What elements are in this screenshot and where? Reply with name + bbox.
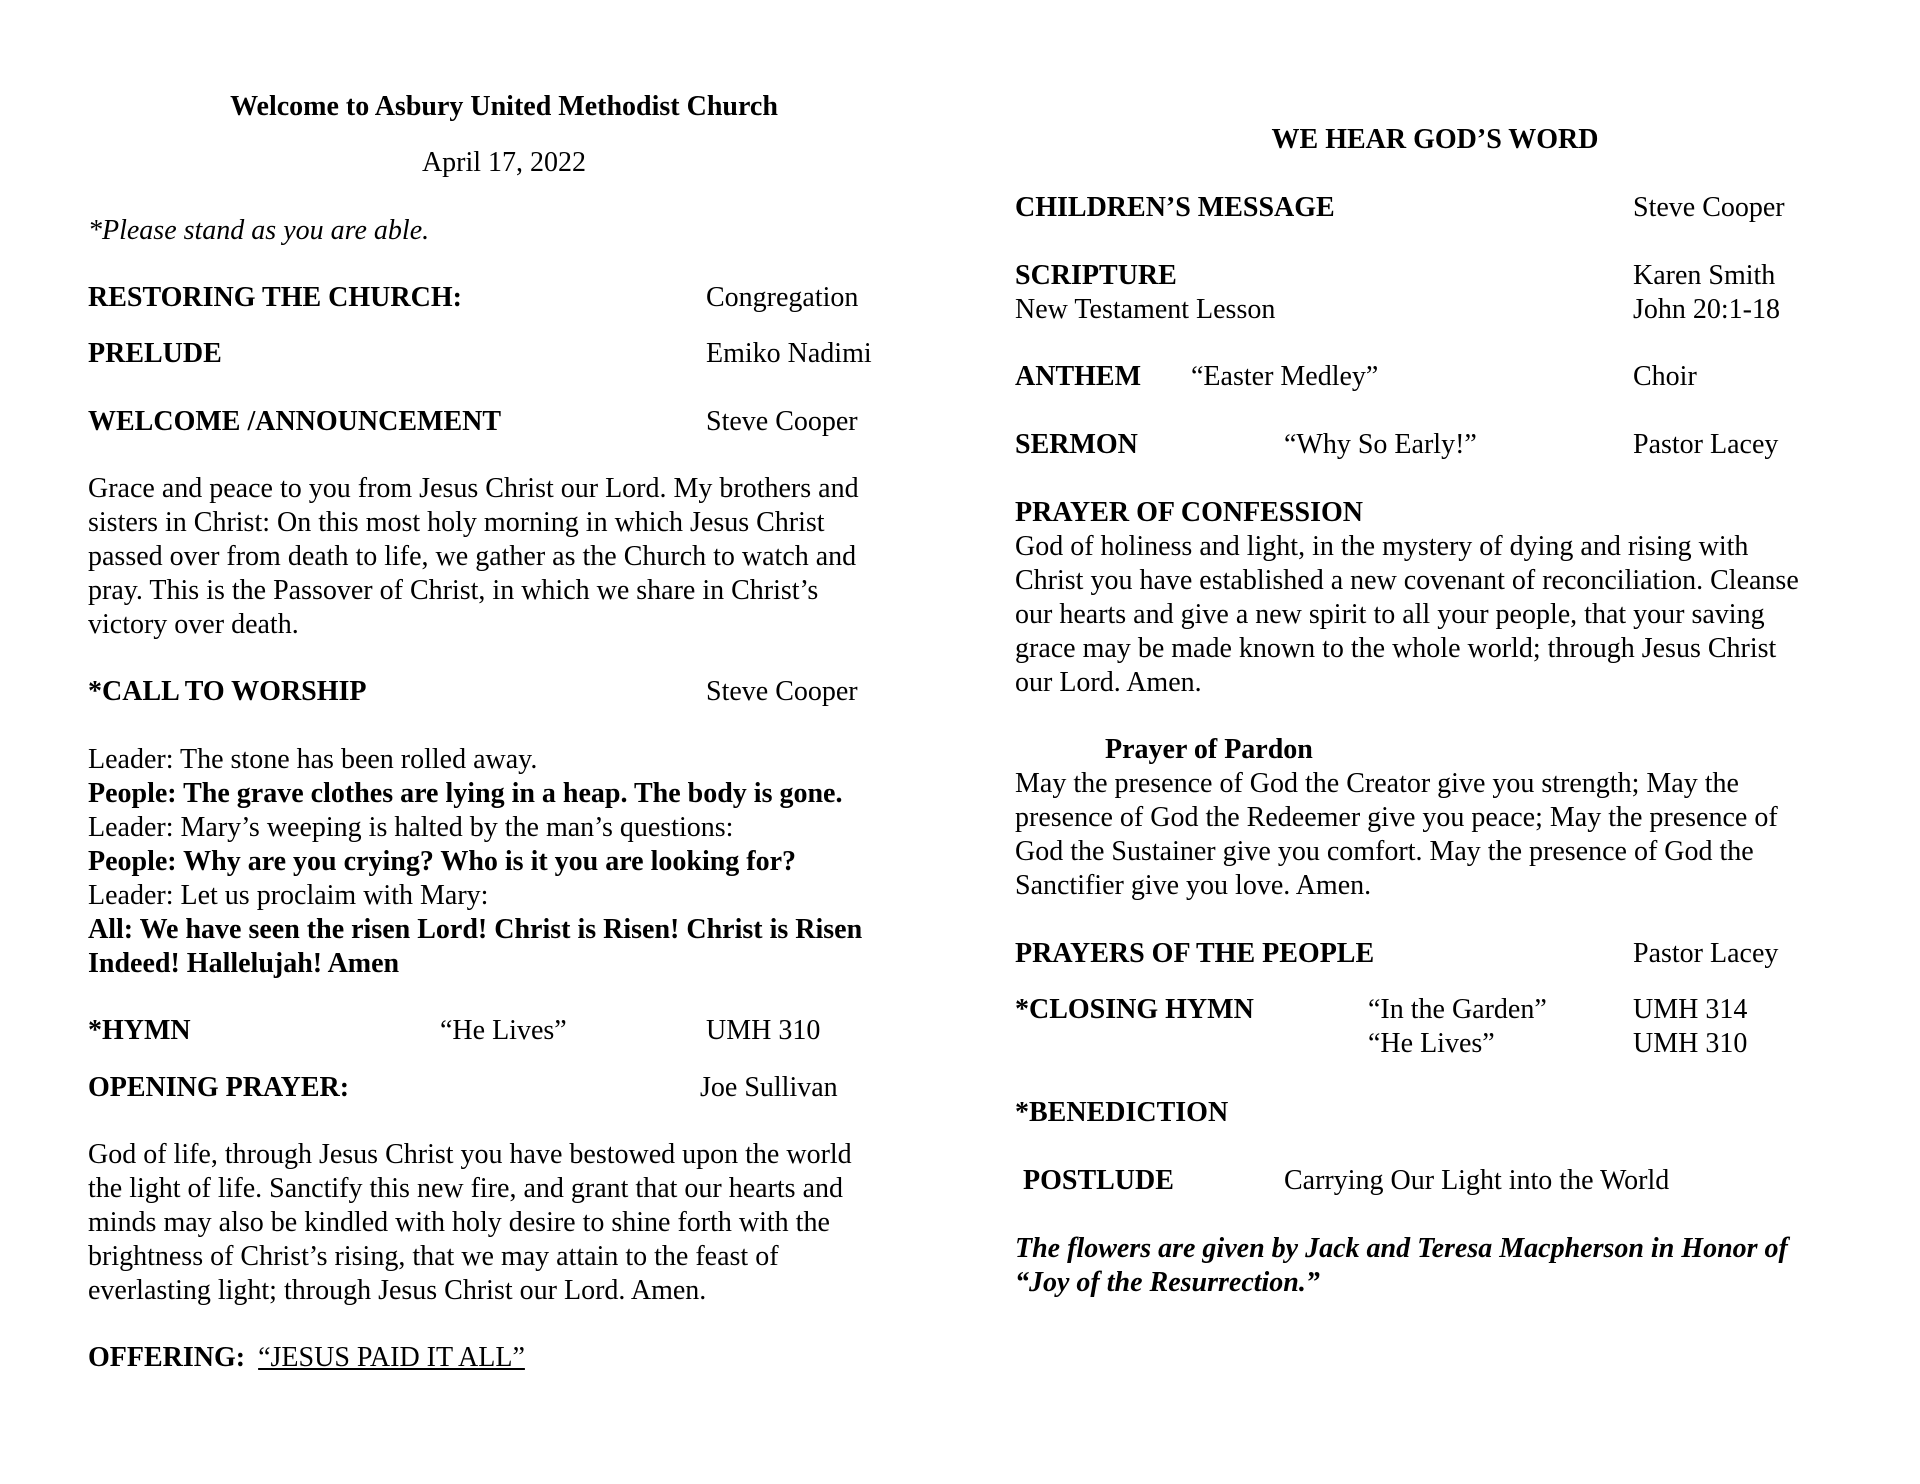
pardon-text <box>1015 767 1778 903</box>
opening-prayer-text <box>88 1138 852 1308</box>
closing-hymn-number: UMH 314 <box>1633 994 1748 1025</box>
prayer-text-line: the light of life. Sanctify this new fire, and grant that our hearts and <box>88 1173 844 1204</box>
confession-text-line: our hearts and give a new spirit to all your people, that your saving <box>1015 599 1765 630</box>
prelude-who: Emiko Nadimi <box>706 338 872 369</box>
pardon-text-line: God the Sustainer give you comfort. May the presence of God the <box>1015 836 1754 867</box>
offering-title: “JESUS PAID IT ALL” <box>258 1342 525 1373</box>
sermon-title: “Why So Early!” <box>1284 429 1477 460</box>
restoring-who: Congregation <box>706 282 859 313</box>
welcome-who: Steve Cooper <box>706 406 858 437</box>
prayer-text-line: God of life, through Jesus Christ you have bestowed upon the world <box>88 1139 852 1170</box>
scripture-lesson: New Testament Lesson <box>1015 294 1276 325</box>
flowers-note-line: The flowers are given by Jack and Teresa Macpherson in Honor of <box>1015 1233 1788 1264</box>
prayers-of-people-label: PRAYERS OF THE PEOPLE <box>1015 938 1375 969</box>
childrens-message-label: CHILDREN’S MESSAGE <box>1015 192 1335 223</box>
service-date: April 17, 2022 <box>421 147 587 178</box>
confession-text-line: our Lord. Amen. <box>1015 667 1202 698</box>
offering <box>88 1341 525 1375</box>
hymn-number: UMH 310 <box>706 1015 821 1046</box>
church-title: Welcome to Asbury United Methodist Church <box>230 91 778 122</box>
welcome-text-line: sisters in Christ: On this most holy morning in which Jesus Christ <box>88 507 825 538</box>
postlude-title: Carrying Our Light into the World <box>1284 1165 1670 1196</box>
stand-note: *Please stand as you are able. <box>88 215 430 246</box>
childrens-message-who: Steve Cooper <box>1633 192 1785 223</box>
benediction-label: *BENEDICTION <box>1015 1097 1229 1128</box>
prayer-text-line: minds may also be kindled with holy desire to shine forth with the <box>88 1207 830 1238</box>
litany-leader-line: Leader: Let us proclaim with Mary: <box>88 880 489 911</box>
litany-leader-line: Leader: Mary’s weeping is halted by the man’s questions: <box>88 812 734 843</box>
scripture-ref: John 20:1-18 <box>1633 294 1780 325</box>
restoring-label: RESTORING THE CHURCH: <box>88 282 462 313</box>
closing-hymn-label: *CLOSING HYMN <box>1015 994 1254 1025</box>
closing-hymn-title: “He Lives” <box>1368 1028 1495 1059</box>
welcome-label: WELCOME /ANNOUNCEMENT <box>88 406 502 437</box>
confession-text-line: Christ you have established a new covenant of reconciliation. Cleanse <box>1015 565 1799 596</box>
confession-text-line: grace may be made known to the whole world; through Jesus Christ <box>1015 633 1777 664</box>
call-to-worship-who: Steve Cooper <box>706 676 858 707</box>
opening-prayer-who: Joe Sullivan <box>700 1072 838 1103</box>
litany <box>88 743 862 981</box>
litany-people-line: People: The grave clothes are lying in a heap. The body is gone. <box>88 778 843 809</box>
confession-text-line: God of holiness and light, in the mystery of dying and rising with <box>1015 531 1749 562</box>
flowers-note-line: “Joy of the Resurrection.” <box>1015 1267 1320 1298</box>
welcome-text-line: victory over death. <box>88 609 299 640</box>
prayers-of-people-who: Pastor Lacey <box>1633 938 1779 969</box>
scripture-label: SCRIPTURE <box>1015 260 1177 291</box>
sermon-label: SERMON <box>1015 429 1138 460</box>
confession-text <box>1015 530 1799 700</box>
opening-prayer-label: OPENING PRAYER: <box>88 1072 350 1103</box>
sermon-who: Pastor Lacey <box>1633 429 1779 460</box>
closing-hymn-number: UMH 310 <box>1633 1028 1748 1059</box>
litany-all-line: All: We have seen the risen Lord! Christ is Risen! Christ is Risen <box>88 914 863 945</box>
closing-hymn-title: “In the Garden” <box>1368 994 1547 1025</box>
pardon-text-line: May the presence of God the Creator give you strength; May the <box>1015 768 1739 799</box>
scripture-who: Karen Smith <box>1633 260 1776 291</box>
pardon-label: Prayer of Pardon <box>1105 734 1313 765</box>
anthem-label: ANTHEM <box>1015 361 1141 392</box>
prayer-text-line: everlasting light; through Jesus Christ our Lord. Amen. <box>88 1275 707 1306</box>
hymn-title: “He Lives” <box>440 1015 567 1046</box>
call-to-worship-label: *CALL TO WORSHIP <box>88 676 367 707</box>
prayer-text-line: brightness of Christ’s rising, that we may attain to the feast of <box>88 1241 779 1272</box>
litany-leader-line: Leader: The stone has been rolled away. <box>88 744 538 775</box>
anthem-title: “Easter Medley” <box>1191 361 1379 392</box>
prelude-label: PRELUDE <box>88 338 222 369</box>
pardon-text-line: Sanctifier give you love. Amen. <box>1015 870 1372 901</box>
welcome-text-line: passed over from death to life, we gather as the Church to watch and <box>88 541 857 572</box>
welcome-text-line: pray. This is the Passover of Christ, in which we share in Christ’s <box>88 575 819 606</box>
litany-people-line: People: Why are you crying? Who is it you are looking for? <box>88 846 797 877</box>
section-heading: WE HEAR GOD’S WORD <box>1271 124 1599 155</box>
pardon-text-line: presence of God the Redeemer give you peace; May the presence of <box>1015 802 1778 833</box>
confession-label: PRAYER OF CONFESSION <box>1015 497 1363 528</box>
flowers-note <box>1015 1232 1788 1300</box>
anthem-who: Choir <box>1633 361 1697 392</box>
litany-all-line: Indeed! Hallelujah! Amen <box>88 948 400 979</box>
postlude-label: POSTLUDE <box>1023 1165 1174 1196</box>
hymn-label: *HYMN <box>88 1015 191 1046</box>
welcome-text <box>88 472 859 642</box>
welcome-text-line: Grace and peace to you from Jesus Christ our Lord. My brothers and <box>88 473 859 504</box>
offering-label: OFFERING: <box>88 1342 246 1373</box>
